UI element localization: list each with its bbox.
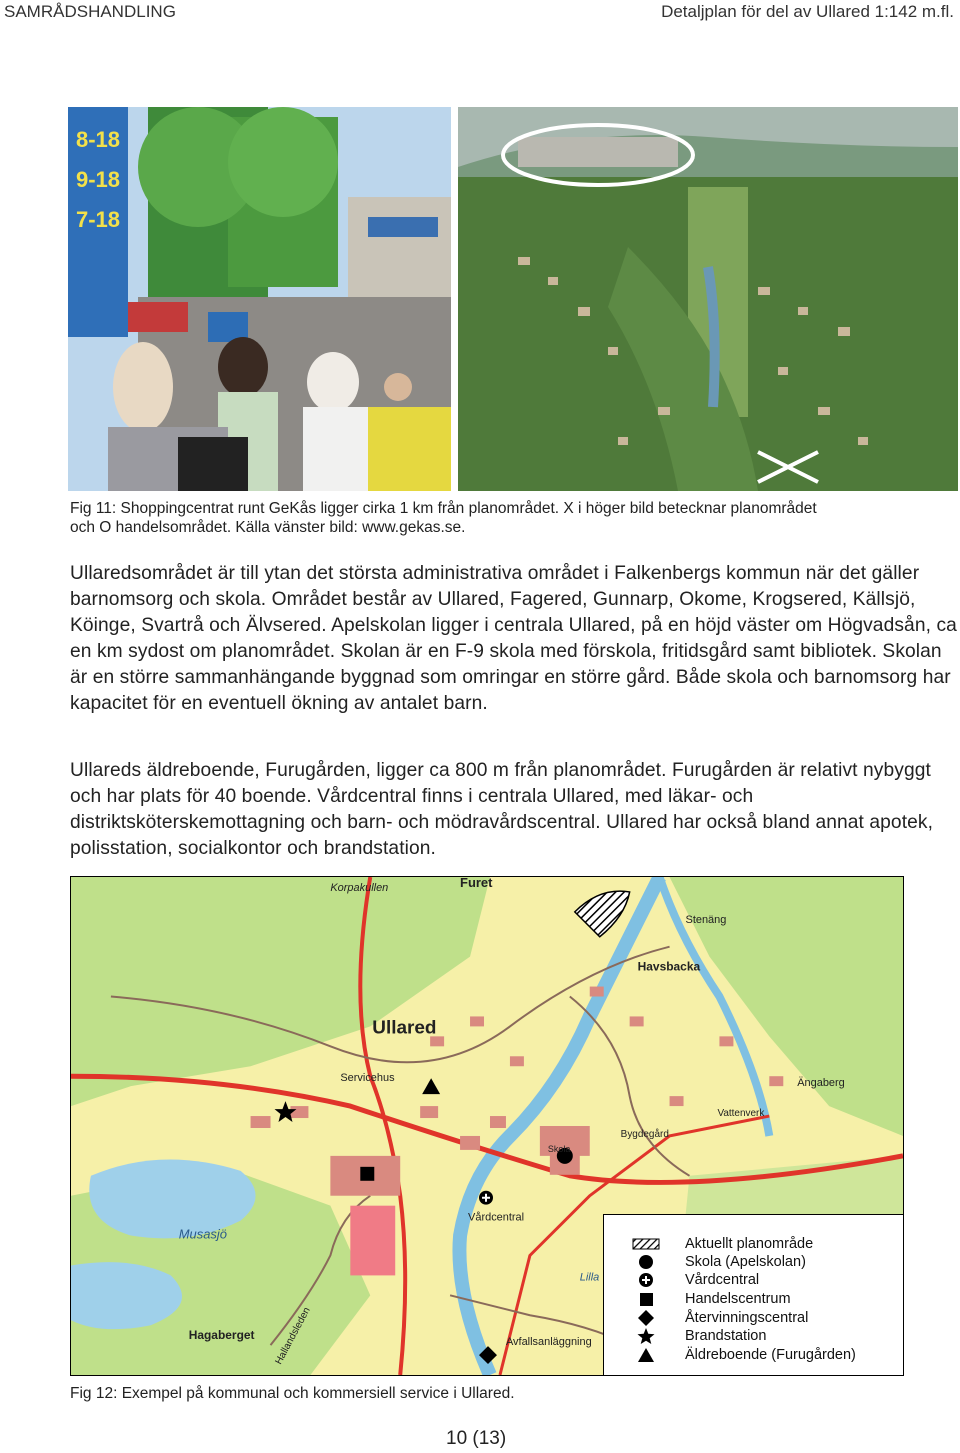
figure-11-caption: [70, 499, 950, 537]
legend-item-fire-station: [604, 1327, 904, 1345]
legend-label: Aktuellt planområde: [685, 1236, 814, 1252]
legend-label: Äldreboende (Furugården): [685, 1347, 856, 1363]
star-icon: [632, 1327, 660, 1345]
legend-label: Brandstation: [685, 1328, 767, 1344]
legend-label: Handelscentrum: [685, 1291, 791, 1307]
page-number: 10 (13): [446, 1428, 507, 1449]
shopping-crowd-photo: [68, 107, 451, 491]
map-label-bygdegard: Bygdegård: [620, 1128, 669, 1140]
svg-text:8-18: 8-18: [76, 127, 121, 152]
square-icon: [632, 1290, 660, 1308]
map-label-furet: Furet: [460, 877, 493, 890]
header-document-title: Detaljplan för del av Ullared 1:142 m.fl.: [661, 2, 954, 21]
paragraph-schools: Ullaredsområdet är till ytan det största administrativa området i Falkenbergs kommun när det gäller barnomsorg och skola. Området består av Ullared, Fagered, Gunnarp, Okome, Krogsered, Källsjö, Köinge, Svartrå och Älvsered. Apelskolan ligger i centrala Ullared, på en höjd väster om Högvadsån, ca en km sydost om planområdet. Skolan är en F-9 skola med förskola, fritidsgård samt bibliotek. Skolan är en större sammanhängande byggnad som omringar en större gård. Både skola och barnomsorg har kapacitet för en eventuell ökning av antalet barn.: [70, 563, 957, 714]
triangle-icon: [632, 1346, 660, 1364]
cross-circle-icon: [632, 1271, 660, 1289]
circle-icon: [632, 1253, 660, 1271]
map-label-korpakullen: Korpakullen: [330, 881, 389, 894]
map-label-havsbacka: Havsbacka: [637, 959, 701, 974]
map-legend: [603, 1214, 904, 1376]
map-label-stenang: Stenäng: [685, 913, 727, 926]
page-header: [0, 0, 960, 26]
shopping-center-marker: [360, 1167, 374, 1181]
map-label-ullared: Ullared: [372, 1017, 437, 1039]
legend-item-elderly-care: [604, 1346, 904, 1364]
map-label-musasjo: Musasjö: [178, 1226, 227, 1242]
figure-12-caption: Fig 12: Exempel på kommunal och kommersiell service i Ullared.: [70, 1385, 515, 1402]
map-label-vattenverk: Vattenverk: [717, 1108, 765, 1120]
legend-item-plan-area: [604, 1235, 904, 1253]
hatched-area-icon: [632, 1235, 660, 1253]
map-label-vardcentral: Vårdcentral: [468, 1211, 525, 1224]
legend-item-school: [604, 1253, 904, 1271]
legend-item-recycling: [604, 1309, 904, 1327]
legend-item-shopping-center: [604, 1290, 904, 1308]
legend-label: Skola (Apelskolan): [685, 1254, 806, 1270]
header-document-status: SAMRÅDSHANDLING: [4, 2, 176, 21]
legend-label: Återvinningscentral: [685, 1310, 809, 1326]
legend-item-health-center: [604, 1271, 904, 1289]
map-label-hallandsleden: Hallandsleden: [273, 1305, 313, 1367]
legend-label: Vårdcentral: [685, 1272, 760, 1288]
aerial-view-photo: [458, 107, 958, 491]
map-label-lilla: Lilla: [579, 1271, 600, 1284]
svg-text:7-18: 7-18: [76, 207, 121, 232]
map-label-servicehus: Servicehus: [340, 1072, 395, 1085]
diamond-icon: [632, 1309, 660, 1327]
figure-11-caption-line-1: Fig 11: Shoppingcentrat runt GeKås ligger cirka 1 km från planområdet. X i höger bild betecknar planområdet: [70, 500, 817, 517]
map-label-avfallsanlaggning: Avfallsanläggning: [505, 1336, 592, 1349]
map-label-skola: Skola: [547, 1143, 571, 1154]
figure-11-caption-line-2: och O handelsområdet. Källa vänster bild: www.gekas.se.: [70, 519, 466, 536]
map-label-angaberg: Ängaberg: [797, 1077, 845, 1090]
svg-text:9-18: 9-18: [76, 167, 121, 192]
map-label-hagaberget: Hagaberget: [188, 1328, 255, 1343]
paragraph-elderly-care: Ullareds äldreboende, Furugården, ligger ca 800 m från planområdet. Furugården är relativt nybyggt och har plats för 40 boende. Vårdcentral finns i centrala Ullared, med läkar- och distriktsköterskemottagning och barn- och mödravårdscentral. Ullared har också bland annat apotek, polisstation, socialkontor och brandstation.: [70, 760, 934, 859]
